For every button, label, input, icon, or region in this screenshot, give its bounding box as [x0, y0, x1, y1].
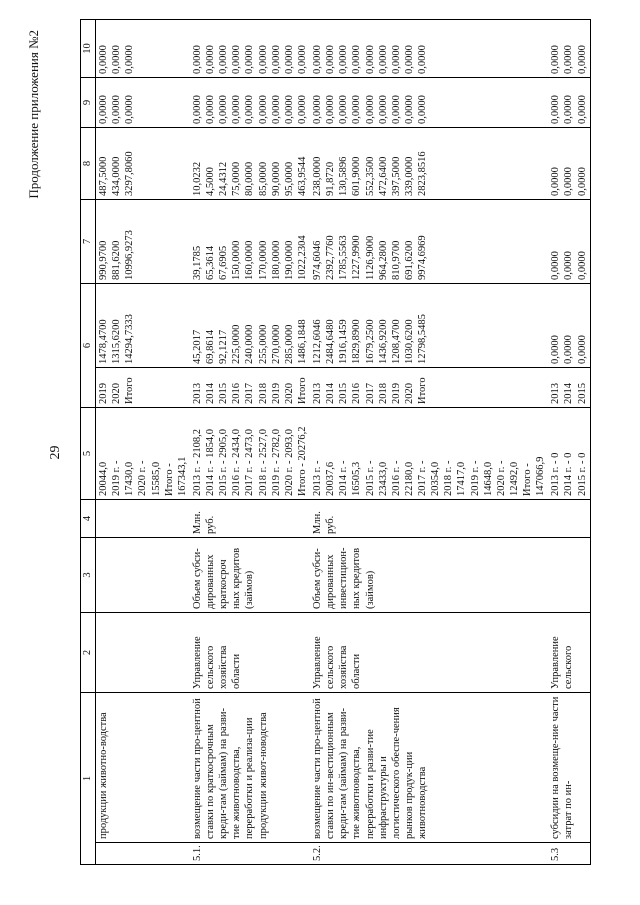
column-header-8: 8 — [81, 128, 96, 200]
cell-value: 2014 — [563, 383, 575, 404]
cell-value: 20037,6 — [325, 461, 337, 496]
cell-value: 0,0000 — [205, 45, 216, 74]
cell-value: 2018 г. - 2527,0 — [257, 429, 269, 496]
cell-value: 2013 — [550, 383, 562, 404]
cell-value: 2019 г. - — [111, 460, 123, 496]
cell-value: 2014 — [205, 383, 216, 404]
cell-value: 23433,0 — [377, 461, 389, 496]
cell-value: 990,9700 — [98, 240, 109, 280]
cell-value: 2016 г. - — [390, 460, 402, 496]
year-list — [190, 368, 310, 408]
amount-col10 — [190, 20, 310, 78]
cell-value: 0,0000 — [550, 251, 562, 280]
cell-value: 65,3614 — [205, 245, 216, 280]
cell-value: 2016 — [231, 383, 243, 404]
cell-value: 2015 — [218, 383, 230, 404]
cell-value: Итого - 20276,2 — [296, 426, 308, 496]
cell-value: 2013 — [191, 383, 203, 404]
cell-value: 3297,8060 — [124, 151, 136, 196]
cell-value: 17417,0 — [456, 461, 468, 496]
cell-value: 170,0000 — [257, 240, 269, 280]
cell-value: 45,2017 — [191, 329, 203, 364]
unit: Млн. руб. — [310, 500, 548, 538]
cell-value: 238,0000 — [312, 156, 323, 196]
measure-name: продукции животно-водства — [96, 693, 190, 843]
cell-value: 20044,0 — [98, 461, 109, 496]
cell-value: 0,0000 — [283, 45, 295, 74]
cell-value: 67,6905 — [218, 245, 230, 280]
cell-value: 0,0000 — [338, 45, 350, 74]
cell-value: 1436,9200 — [377, 319, 389, 364]
page-number: 29 — [48, 445, 63, 460]
cell-value: 0,0000 — [364, 95, 376, 124]
cell-value: 0,0000 — [550, 167, 562, 196]
cell-value: 2019 г. - — [469, 460, 481, 496]
column-header-9: 9 — [81, 78, 96, 128]
cell-value: 0,0000 — [325, 45, 337, 74]
cell-value: 810,9700 — [390, 240, 402, 280]
cell-value: 0,0000 — [390, 45, 402, 74]
cell-value: 2019 — [270, 383, 282, 404]
cell-value: 0,0000 — [364, 45, 376, 74]
cell-value: 0,0000 — [231, 95, 243, 124]
cell-value: 2392,7760 — [325, 235, 337, 280]
table-row — [190, 20, 310, 865]
cell-value: 881,6200 — [111, 240, 123, 280]
cell-value: 240,0000 — [244, 324, 256, 364]
cell-value: 2013 г. - — [312, 460, 323, 496]
year-list — [310, 368, 548, 408]
cell-value: 2019 — [98, 383, 109, 404]
cell-value: 0,0000 — [563, 95, 575, 124]
amount-col6 — [96, 284, 190, 368]
cell-value: Итого - — [522, 463, 533, 496]
cell-value: 91,8720 — [325, 161, 337, 196]
column-header-4: 4 — [81, 500, 96, 538]
cell-value: 160,0000 — [244, 240, 256, 280]
year-list — [548, 368, 590, 408]
column-header-7: 7 — [81, 200, 96, 284]
cell-value: 339,0000 — [403, 156, 415, 196]
cell-value: Итого — [417, 377, 428, 404]
amount-col7 — [96, 200, 190, 284]
unit: Млн. руб. — [190, 500, 310, 538]
cell-value: 0,0000 — [550, 45, 562, 74]
program-table — [80, 19, 591, 865]
cell-value: 964,2800 — [377, 240, 389, 280]
cell-value: 10,0232 — [191, 161, 203, 196]
table-row — [310, 20, 548, 865]
indicator-totals — [548, 408, 590, 500]
cell-value: 95,0000 — [283, 161, 295, 196]
cell-value: 69,8614 — [205, 329, 216, 364]
cell-value: 0,0000 — [312, 45, 323, 74]
cell-value: 2020 — [403, 383, 415, 404]
cell-value: 285,0000 — [283, 324, 295, 364]
cell-value: 0,0000 — [550, 95, 562, 124]
executor: Управление сельского — [548, 613, 590, 693]
amount-col8 — [310, 128, 548, 200]
column-header-3: 3 — [81, 538, 96, 613]
cell-value: 0,0000 — [576, 251, 588, 280]
amount-col9 — [190, 78, 310, 128]
cell-value: 1227,9900 — [351, 235, 363, 280]
cell-value: 150,0000 — [231, 240, 243, 280]
amount-col10 — [548, 20, 590, 78]
cell-value: 0,0000 — [124, 95, 136, 124]
cell-value: 15585,0 — [150, 461, 162, 496]
cell-value: 80,0000 — [244, 161, 256, 196]
column-header-10: 10 — [81, 20, 96, 78]
cell-value: 2013 — [312, 383, 323, 404]
cell-value: 2017 г. - 2473,0 — [244, 429, 256, 496]
cell-value: 487,5000 — [98, 156, 109, 196]
cell-value: 2017 — [364, 383, 376, 404]
executor: Управление сельского хозяйства области — [190, 613, 310, 693]
continuation-header: Продолжение приложения №2 — [26, 30, 41, 199]
cell-value: Итого - — [163, 463, 175, 496]
amount-col9 — [96, 78, 190, 128]
cell-value: 0,0000 — [244, 45, 256, 74]
cell-value: 397,5000 — [390, 156, 402, 196]
cell-value: 190,0000 — [283, 240, 295, 280]
cell-value: 0,0000 — [270, 95, 282, 124]
cell-value: 270,0000 — [270, 324, 282, 364]
cell-value: 2017 — [244, 383, 256, 404]
amount-col9 — [310, 78, 548, 128]
cell-value: 9974,6969 — [417, 235, 428, 280]
cell-value: 1679,2500 — [364, 319, 376, 364]
executor: Управление сельского хозяйства области — [310, 613, 548, 693]
cell-value: 2016 г. - 2434,0 — [231, 429, 243, 496]
row-number — [96, 843, 190, 865]
cell-value: 0,0000 — [403, 45, 415, 74]
cell-value: Итого — [124, 377, 136, 404]
cell-value: 0,0000 — [417, 45, 428, 74]
cell-value: 0,0000 — [312, 95, 323, 124]
cell-value: 167343,1 — [176, 456, 188, 496]
indicator-totals — [190, 408, 310, 500]
amount-col10 — [310, 20, 548, 78]
indicator — [96, 538, 190, 613]
column-header-5: 5 — [81, 408, 96, 500]
cell-value: 2013 г. - 0 — [550, 452, 562, 496]
cell-value: 0,0000 — [377, 95, 389, 124]
cell-value: 2013 г. - 2108,2 — [191, 429, 203, 496]
table-row — [96, 20, 190, 865]
cell-value: 0,0000 — [111, 45, 123, 74]
cell-value: 2020 — [111, 383, 123, 404]
cell-value: 0,0000 — [244, 95, 256, 124]
cell-value: 12798,5485 — [417, 314, 428, 364]
cell-value: 2015 г. - — [364, 460, 376, 496]
cell-value: 0,0000 — [563, 335, 575, 364]
indicator — [548, 538, 590, 613]
cell-value: 2019 г. - 2782,0 — [270, 429, 282, 496]
cell-value: 2015 г. - 0 — [576, 452, 588, 496]
cell-value: 0,0000 — [377, 45, 389, 74]
cell-value: 1315,6200 — [111, 319, 123, 364]
cell-value: 0,0000 — [403, 95, 415, 124]
amount-col7 — [190, 200, 310, 284]
cell-value: 75,0000 — [231, 161, 243, 196]
cell-value: 434,0000 — [111, 156, 123, 196]
cell-value: 1486,1848 — [296, 319, 308, 364]
cell-value: 180,0000 — [270, 240, 282, 280]
indicator-totals — [96, 408, 190, 500]
cell-value: Итого — [296, 377, 308, 404]
cell-value: 255,0000 — [257, 324, 269, 364]
cell-value: 463,9544 — [296, 156, 308, 196]
cell-value: 0,0000 — [576, 95, 588, 124]
indicator: Объем субси-дированных краткосроч ных кредитов (займов) — [190, 538, 310, 613]
cell-value: 0,0000 — [270, 45, 282, 74]
cell-value: 2014 г. - 0 — [563, 452, 575, 496]
unit — [96, 500, 190, 538]
cell-value: 0,0000 — [576, 167, 588, 196]
cell-value: 0,0000 — [296, 45, 308, 74]
cell-value: 0,0000 — [124, 45, 136, 74]
cell-value: 14294,7333 — [124, 314, 136, 364]
amount-col8 — [190, 128, 310, 200]
cell-value: 0,0000 — [563, 251, 575, 280]
cell-value: 1126,9000 — [364, 235, 376, 280]
cell-value: 0,0000 — [218, 95, 230, 124]
cell-value: 0,0000 — [296, 95, 308, 124]
cell-value: 0,0000 — [257, 45, 269, 74]
cell-value: 1916,1459 — [338, 319, 350, 364]
cell-value: 2015 — [576, 383, 588, 404]
unit — [548, 500, 590, 538]
cell-value: 4,5000 — [205, 167, 216, 196]
cell-value: 0,0000 — [98, 45, 109, 74]
cell-value: 0,0000 — [218, 45, 230, 74]
cell-value: 2020 г. - — [495, 460, 507, 496]
cell-value: 1478,4700 — [98, 319, 109, 364]
cell-value: 14648,0 — [482, 461, 494, 496]
cell-value: 2015 — [338, 383, 350, 404]
amount-col8 — [96, 128, 190, 200]
indicator-totals — [310, 408, 548, 500]
cell-value: 2020 г. - 2093,0 — [283, 429, 295, 496]
cell-value: 0,0000 — [417, 95, 428, 124]
cell-value: 92,1217 — [218, 329, 230, 364]
executor — [96, 613, 190, 693]
cell-value: 2018 — [257, 383, 269, 404]
cell-value: 0,0000 — [563, 167, 575, 196]
cell-value: 2018 г. - — [443, 460, 455, 496]
cell-value: 552,3500 — [364, 156, 376, 196]
cell-value: 17430,0 — [124, 461, 136, 496]
cell-value: 2014 — [325, 383, 337, 404]
measure-name: возмещение части про-центной ставки по краткосрочным креди-там (займам) на разви-тие животноводства, переработки и реализа-ции продукции живот-новодства — [190, 693, 310, 843]
cell-value: 12492,0 — [508, 461, 520, 496]
cell-value: 0,0000 — [283, 95, 295, 124]
table-row — [548, 20, 590, 865]
cell-value: 20354,0 — [430, 461, 442, 496]
cell-value: 691,6200 — [403, 240, 415, 280]
row-number: 5.3 — [548, 843, 590, 865]
cell-value: 0,0000 — [550, 335, 562, 364]
amount-col7 — [548, 200, 590, 284]
amount-col9 — [548, 78, 590, 128]
cell-value: 974,6046 — [312, 240, 323, 280]
column-header-2: 2 — [81, 613, 96, 693]
cell-value: 0,0000 — [563, 45, 575, 74]
amount-col7 — [310, 200, 548, 284]
cell-value: 225,0000 — [231, 324, 243, 364]
cell-value: 0,0000 — [98, 95, 109, 124]
cell-value: 1785,5563 — [338, 235, 350, 280]
cell-value: 2014 г. - 1854,0 — [205, 429, 216, 496]
column-header-1: 1 — [81, 693, 96, 865]
cell-value: 0,0000 — [390, 95, 402, 124]
column-header-6: 6 — [81, 284, 96, 408]
cell-value: 0,0000 — [191, 45, 203, 74]
cell-value: 601,9000 — [351, 156, 363, 196]
amount-col6 — [548, 284, 590, 368]
amount-col10 — [96, 20, 190, 78]
cell-value: 2823,8516 — [417, 151, 428, 196]
cell-value: 0,0000 — [257, 95, 269, 124]
cell-value: 10996,9273 — [124, 230, 136, 280]
indicator: Объем субси-дированных инвестицион-ных кредитов (займов) — [310, 538, 548, 613]
cell-value: 22180,0 — [403, 461, 415, 496]
cell-value: 0,0000 — [231, 45, 243, 74]
cell-value: 0,0000 — [191, 95, 203, 124]
measure-name: возмещение части про-центной ставки по ин-вестиционным креди-там (займам) на разви-тие животноводства, переработки и разви-тие инфраструктуры и логистического обеспе-чения рынков продук-ции животноводства — [310, 693, 548, 843]
cell-value: 0,0000 — [111, 95, 123, 124]
cell-value: 16505,3 — [351, 461, 363, 496]
cell-value: 130,5896 — [338, 156, 350, 196]
cell-value: 85,0000 — [257, 161, 269, 196]
cell-value: 2018 — [377, 383, 389, 404]
row-number: 5.2. — [310, 843, 548, 865]
cell-value: 2020 г. - — [137, 460, 149, 496]
cell-value: 147066,9 — [535, 456, 547, 496]
cell-value: 0,0000 — [576, 45, 588, 74]
cell-value: 39,1785 — [191, 245, 203, 280]
row-number: 5.1. — [190, 843, 310, 865]
column-number-row — [81, 20, 96, 865]
cell-value: 0,0000 — [351, 45, 363, 74]
amount-col8 — [548, 128, 590, 200]
cell-value: 0,0000 — [325, 95, 337, 124]
cell-value: 2484,6480 — [325, 319, 337, 364]
year-list — [96, 368, 190, 408]
cell-value: 2015 г. - 2905,0 — [218, 429, 230, 496]
cell-value: 472,6400 — [377, 156, 389, 196]
cell-value: 0,0000 — [338, 95, 350, 124]
amount-col6 — [310, 284, 548, 368]
cell-value: 24,4312 — [218, 161, 230, 196]
cell-value: 1212,6046 — [312, 319, 323, 364]
cell-value: 0,0000 — [576, 335, 588, 364]
cell-value: 2016 — [351, 383, 363, 404]
cell-value: 1208,4700 — [390, 319, 402, 364]
cell-value: 90,0000 — [270, 161, 282, 196]
cell-value: 1030,6200 — [403, 319, 415, 364]
measure-name: субсидии на возмеще-ние части затрат по ин- — [548, 693, 590, 843]
cell-value: 1022,2304 — [296, 235, 308, 280]
amount-col6 — [190, 284, 310, 368]
cell-value: 0,0000 — [205, 95, 216, 124]
cell-value: 2014 г. - — [338, 460, 350, 496]
cell-value: 2019 — [390, 383, 402, 404]
cell-value: 2017 г. - — [417, 460, 428, 496]
cell-value: 0,0000 — [351, 95, 363, 124]
cell-value: 1829,8900 — [351, 319, 363, 364]
cell-value: 2020 — [283, 383, 295, 404]
